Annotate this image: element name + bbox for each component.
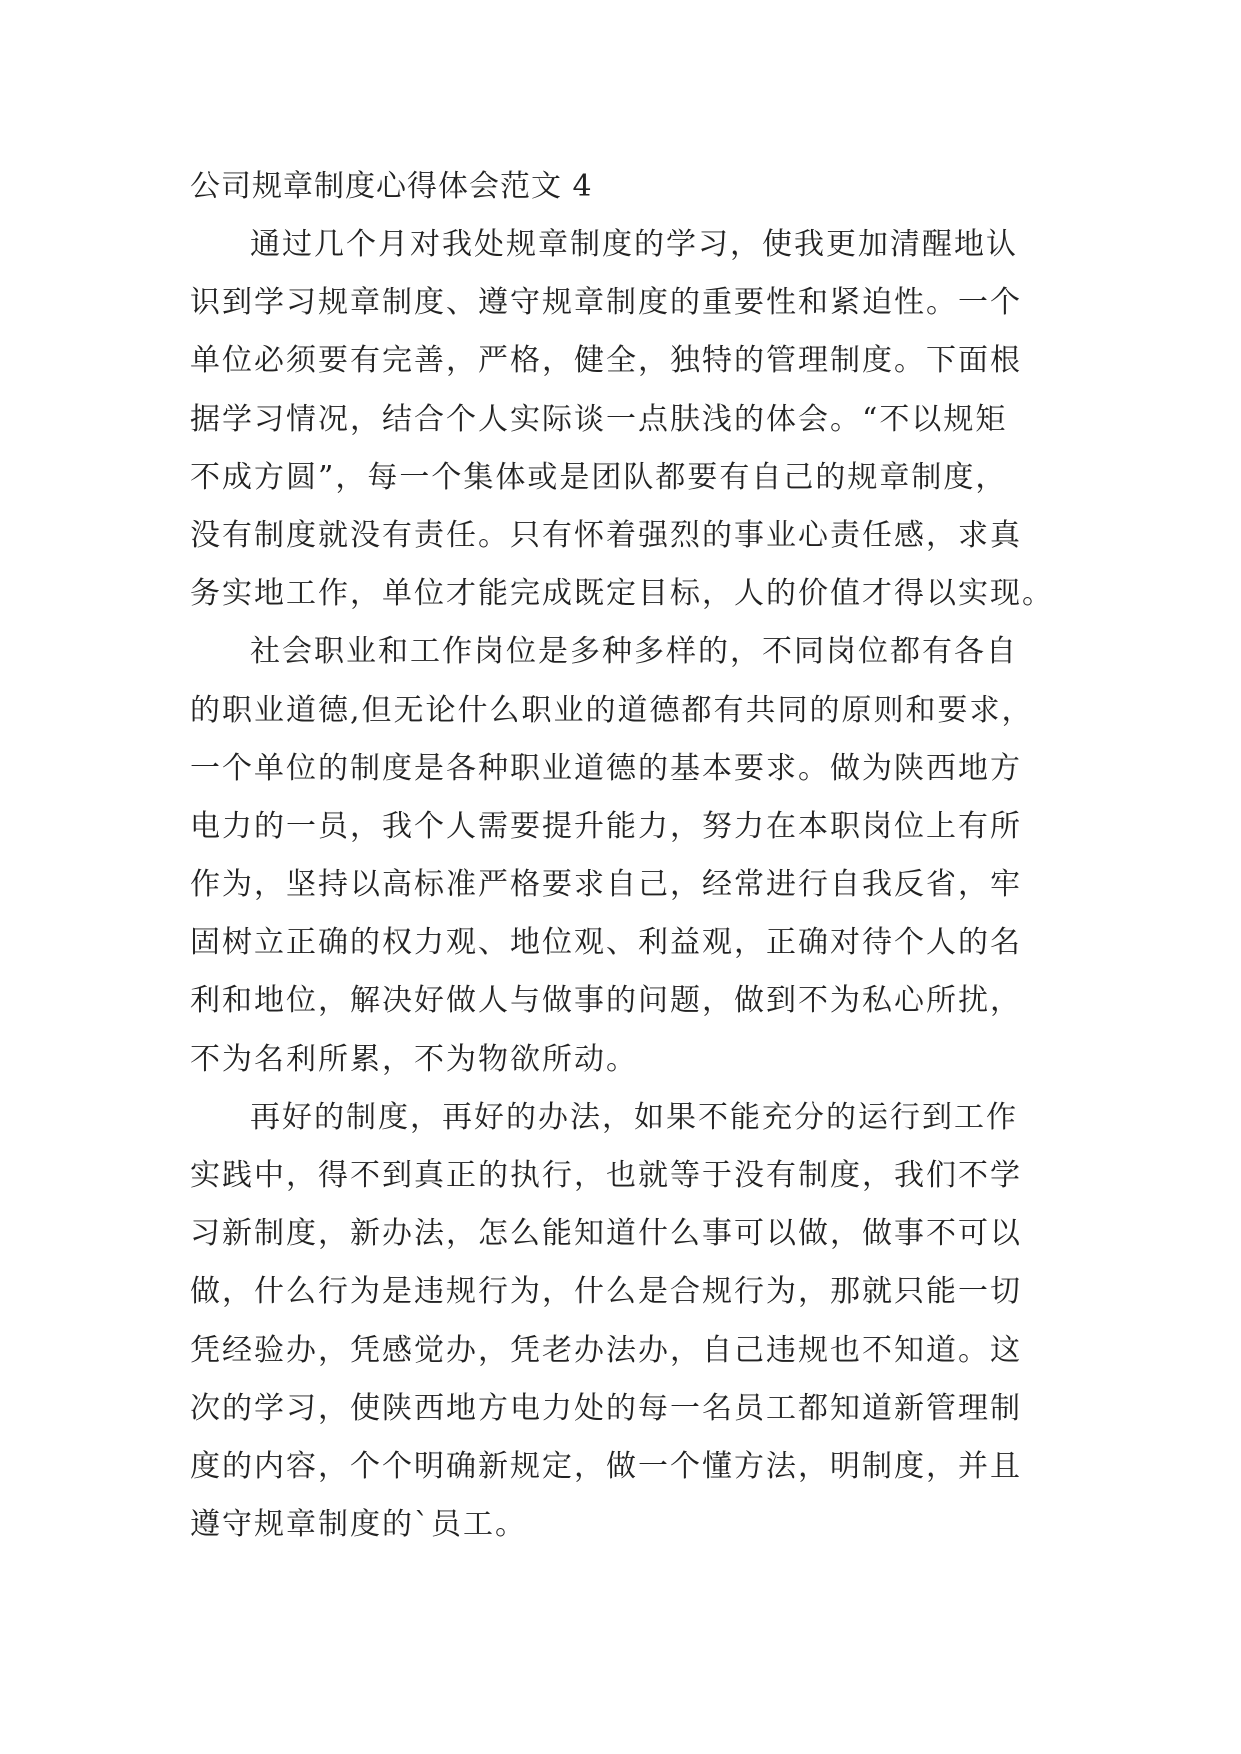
document-body <box>190 158 1060 1554</box>
paragraph-1 <box>190 216 1060 623</box>
text-line: 做，什么行为是违规行为，什么是合规行为，那就只能一切 <box>190 1274 1022 1310</box>
text-line: 习新制度，新办法，怎么能知道什么事可以做，做事不可以 <box>190 1216 1022 1252</box>
text-line: 度的内容，个个明确新规定，做一个懂方法，明制度，并且 <box>190 1448 1022 1484</box>
text-line: 据学习情况，结合个人实际谈一点肤浅的体会。“不以规矩 <box>190 401 1008 437</box>
text-line: 不成方圆”，每一个集体或是团队都要有自己的规章制度， <box>190 459 1008 495</box>
text-line: 电力的一员，我个人需要提升能力，努力在本职岗位上有所 <box>190 808 1022 844</box>
document-title: 公司规章制度心得体会范文 4 <box>190 169 593 204</box>
text-line: 固树立正确的权力观、地位观、利益观，正确对待个人的名 <box>190 925 1022 961</box>
text-line: 不为名利所累，不为物欲所动。 <box>190 1041 638 1077</box>
text-line: 一个单位的制度是各种职业道德的基本要求。做为陕西地方 <box>190 750 1022 786</box>
text-line: 实践中，得不到真正的执行，也就等于没有制度，我们不学 <box>190 1158 1022 1193</box>
text-line: 利和地位，解决好做人与做事的问题，做到不为私心所扰， <box>190 983 1022 1019</box>
text-line: 单位必须要有完善，严格，健全，独特的管理制度。下面根 <box>190 343 1022 379</box>
text-line: 次的学习，使陕西地方电力处的每一名员工都知道新管理制 <box>190 1390 1022 1426</box>
text-line: 的职业道德,但无论什么职业的道德都有共同的原则和要求， <box>190 692 1034 728</box>
paragraph-3 <box>190 1089 1060 1555</box>
text-line: 社会职业和工作岗位是多种多样的，不同岗位都有各自 <box>250 634 1018 670</box>
text-line: 务实地工作，单位才能完成既定目标，人的价值才得以实现。 <box>190 576 1054 612</box>
text-line: 作为，坚持以高标准严格要求自己，经常进行自我反省，牢 <box>190 867 1022 903</box>
text-line: 识到学习规章制度、遵守规章制度的重要性和紧迫性。一个 <box>190 285 1022 321</box>
paragraph-2 <box>190 623 1060 1089</box>
text-line: 凭经验办，凭感觉办，凭老办法办，自己违规也不知道。这 <box>190 1332 1022 1368</box>
text-line: 通过几个月对我处规章制度的学习，使我更加清醒地认 <box>250 227 1018 262</box>
text-line: 没有制度就没有责任。只有怀着强烈的事业心责任感，求真 <box>190 517 1022 553</box>
text-line: 再好的制度，再好的办法，如果不能充分的运行到工作 <box>250 1099 1018 1135</box>
text-line: 遵守规章制度的`员工。 <box>190 1507 527 1543</box>
